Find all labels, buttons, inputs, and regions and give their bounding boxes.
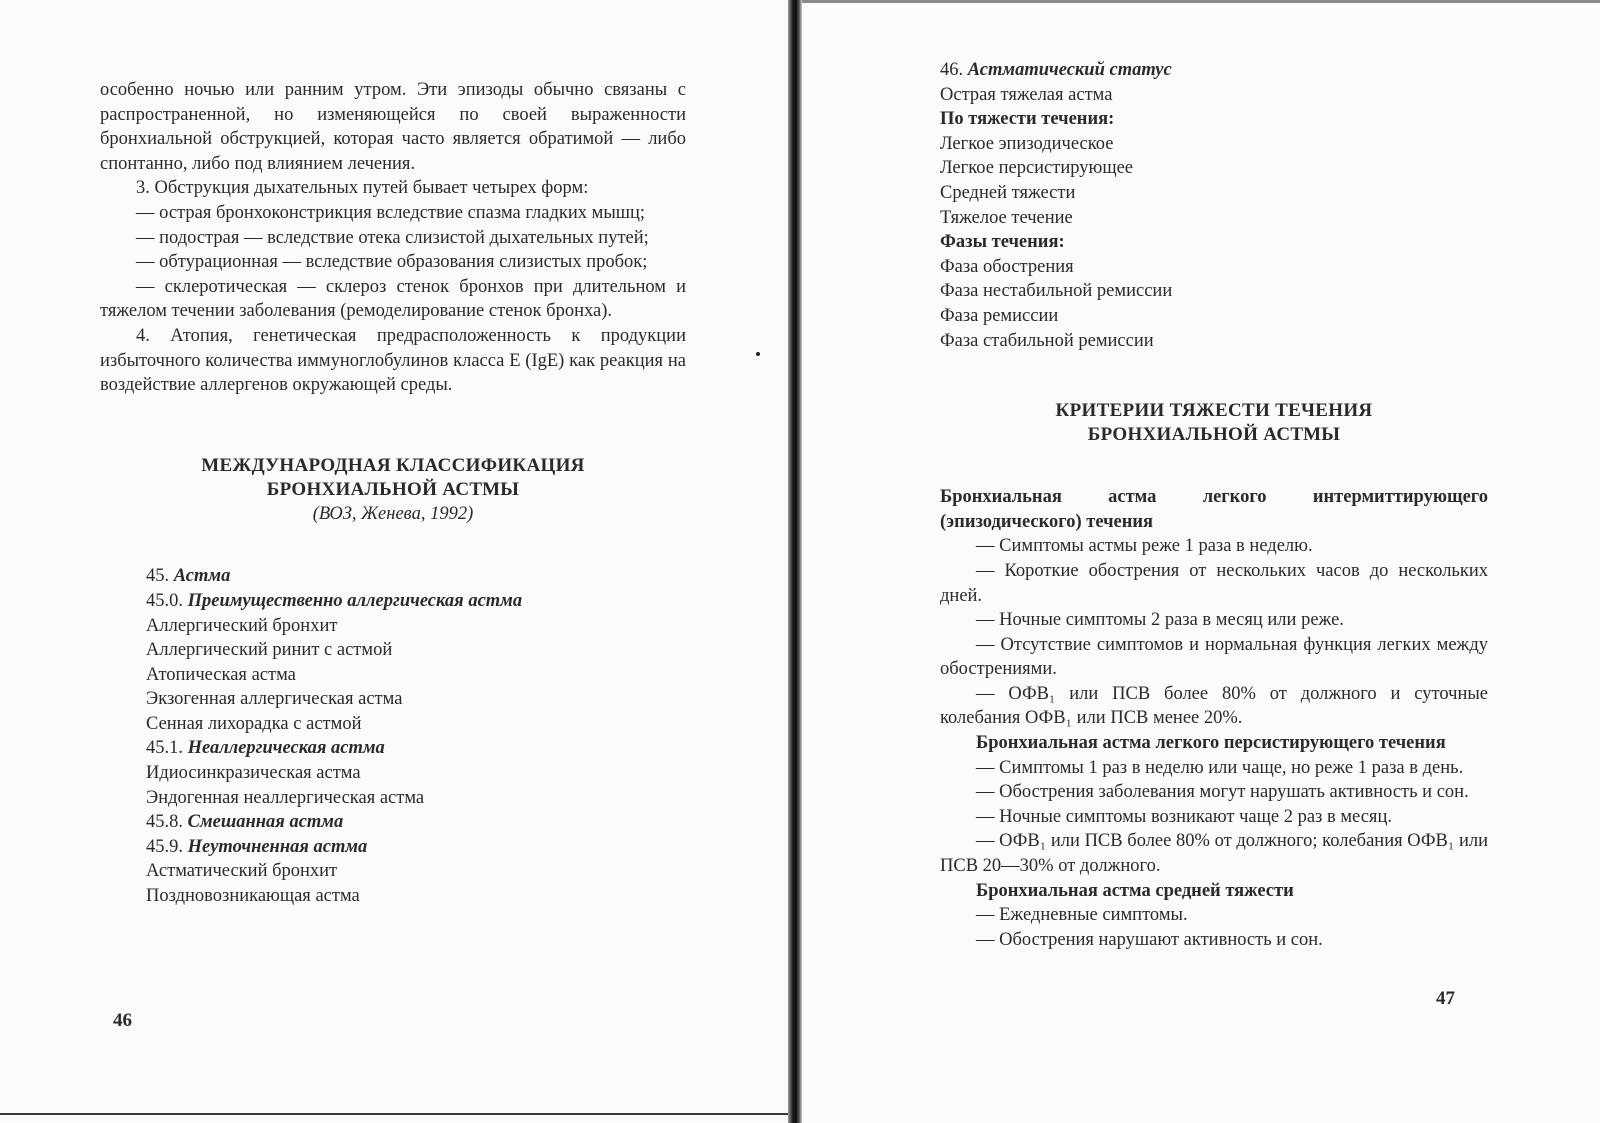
classification-code xyxy=(146,589,686,614)
list-item: Аллергический ринит с астмой xyxy=(146,640,393,661)
code-number: 45.8. xyxy=(146,812,183,833)
list-item: Средней тяжести xyxy=(940,182,1076,203)
left-page xyxy=(0,0,788,1123)
criteria-item: — Короткие обострения от нескольких часов до нескольких дней. xyxy=(940,560,1488,606)
code-number: 45.1. xyxy=(146,738,183,759)
heading-line: БРОНХИАЛЬНОЙ АСТМЫ xyxy=(1087,424,1341,446)
section-label: Фазы течения: xyxy=(940,232,1065,253)
paragraph: 4. Атопия, генетическая предрасположенность к продукции избыточного количества иммуноглобулинов класса Е (IgE) как реакция на воздействие аллергенов окружающей среды. xyxy=(100,325,686,396)
criteria-heading xyxy=(940,399,1488,447)
code-title: Неаллергическая астма xyxy=(187,738,385,759)
right-page xyxy=(802,0,1600,1123)
list-item: Легкое эпизодическое xyxy=(940,133,1114,154)
list-item: Фаза ремиссии xyxy=(940,305,1059,326)
book-gutter xyxy=(788,0,802,1123)
classification-code xyxy=(940,58,1488,83)
criteria-item: — Обострения заболевания могут нарушать активность и сон. xyxy=(976,782,1469,803)
code-title: Неуточненная астма xyxy=(187,836,368,857)
code-title: Преимущественно аллергическая астма xyxy=(187,590,523,611)
classification-code xyxy=(146,810,686,835)
page-number: 47 xyxy=(1436,988,1455,1009)
left-text-column xyxy=(100,78,686,909)
list-item: — острая бронхоконстрикция вследствие спазма гладких мышц; xyxy=(136,202,646,223)
list-item: Аллергический бронхит xyxy=(146,615,338,636)
page-number: 46 xyxy=(113,1010,132,1031)
list-item: Эндогенная неаллергическая астма xyxy=(146,787,425,808)
criteria-title: Бронхиальная астма средней тяжести xyxy=(976,880,1294,901)
right-text-column xyxy=(940,58,1488,952)
list-item: Фаза стабильной ремиссии xyxy=(940,330,1154,351)
list-item: Астматический бронхит xyxy=(146,861,338,882)
code-number: 45. xyxy=(146,566,170,587)
list-item: — подострая — вследствие отека слизистой дыхательных путей; xyxy=(136,227,649,248)
list-item: Сенная лихорадка с астмой xyxy=(146,713,362,734)
criteria-item: — Ночные симптомы возникают чаще 2 раз в месяц. xyxy=(976,806,1392,827)
code-title: Смешанная астма xyxy=(187,812,344,833)
criteria-item: — Обострения нарушают активность и сон. xyxy=(976,929,1323,950)
criteria-list xyxy=(940,485,1488,952)
heading-line: БРОНХИАЛЬНОЙ АСТМЫ xyxy=(266,478,520,500)
criteria-item: — Симптомы 1 раз в неделю или чаще, но реже 1 раза в день. xyxy=(976,757,1464,778)
classification-code xyxy=(146,835,686,860)
code-number: 45.0. xyxy=(146,590,183,611)
criteria-item: — Ночные симптомы 2 раза в месяц или реже. xyxy=(976,610,1344,631)
list-item: Тяжелое течение xyxy=(940,207,1073,228)
criteria-item: — Ежедневные симптомы. xyxy=(976,905,1188,926)
list-item: Экзогенная аллергическая астма xyxy=(146,689,403,710)
criteria-title: Бронхиальная астма легкого персистирующего течения xyxy=(976,733,1446,754)
criteria-item: — Отсутствие симптомов и нормальная функция легких между обострениями. xyxy=(940,634,1488,680)
list-item: — склеротическая — склероз стенок бронхов при длительном и тяжелом течении заболевания (ремоделирование стенок бронха). xyxy=(100,276,686,322)
scan-speck xyxy=(756,352,760,356)
list-item: Фаза обострения xyxy=(940,256,1074,277)
code-title: Астматический статус xyxy=(967,60,1172,80)
code-number: 45.9. xyxy=(146,836,183,857)
criteria-title: Бронхиальная астма легкого интермиттирующего (эпизодического) течения xyxy=(940,487,1488,532)
classification-list xyxy=(100,564,686,908)
section-label: По тяжести течения: xyxy=(940,109,1115,130)
heading-line: КРИТЕРИИ ТЯЖЕСТИ ТЕЧЕНИЯ xyxy=(1055,400,1373,422)
classification-code xyxy=(146,564,686,589)
list-item: Поздновозникающая астма xyxy=(146,886,360,907)
code-number: 46. xyxy=(940,60,964,80)
criteria-item: — ОФВ₁ или ПСВ более 80% от должного; колебания ОФВ₁ или ПСВ 20—30% от должного. xyxy=(940,831,1488,877)
list-item: Острая тяжелая астма xyxy=(940,84,1113,105)
criteria-item: — ОФВ₁ или ПСВ более 80% от должного и суточные колебания ОФВ₁ или ПСВ менее 20%. xyxy=(940,683,1488,729)
list-item: Атопическая астма xyxy=(146,664,296,685)
code-title: Астма xyxy=(173,566,231,587)
classification-code xyxy=(146,736,686,761)
list-item: — обтурационная — вследствие образования слизистых пробок; xyxy=(136,252,648,273)
list-item: Фаза нестабильной ремиссии xyxy=(940,281,1173,302)
classification-heading xyxy=(100,454,686,527)
paragraph: особенно ночью или ранним утром. Эти эпизоды обычно связаны с распространенной, но изменяющейся по своей выраженности бронхиальной обструкцией, которая часто является обратимой — либо спонтанно, либо под влиянием лечения. xyxy=(100,80,686,174)
list-item: Идиосинкразическая астма xyxy=(146,763,361,784)
criteria-item: — Симптомы астмы реже 1 раза в неделю. xyxy=(976,536,1313,557)
paragraph: 3. Обструкция дыхательных путей бывает четырех форм: xyxy=(136,178,589,199)
list-item: Легкое персистирующее xyxy=(940,158,1133,179)
heading-line: МЕЖДУНАРОДНАЯ КЛАССИФИКАЦИЯ xyxy=(201,454,585,476)
heading-source: (ВОЗ, Женева, 1992) xyxy=(312,503,474,524)
